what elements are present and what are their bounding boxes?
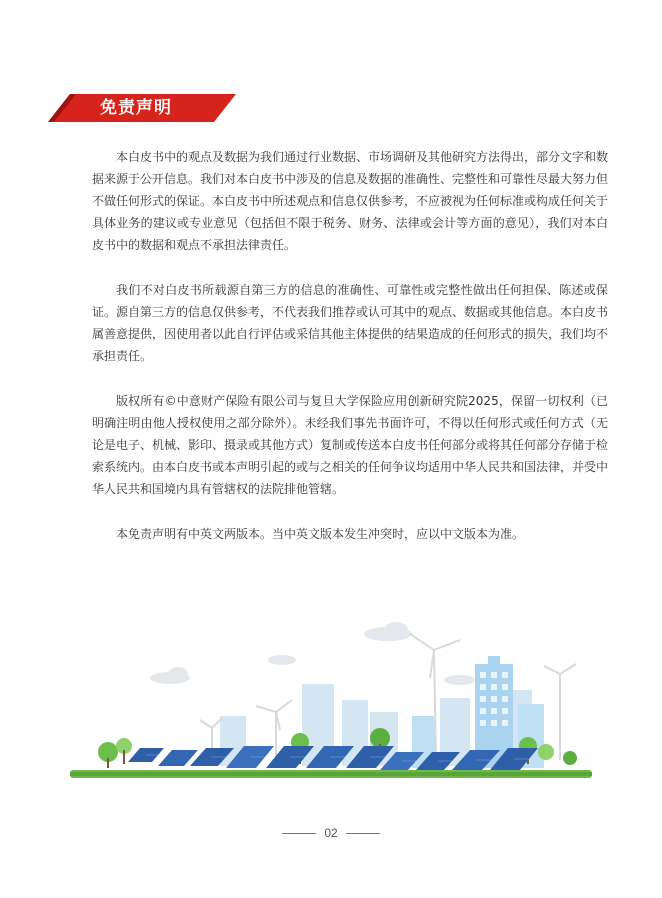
disclaimer-paragraph: 版权所有©中意财产保险有限公司与复旦大学保险应用创新研究院2025，保留一切权利（已明确注明由他人授权使用之部分除外）。未经我们事先书面许可，不得以任何形式或任何方式（无论是电子、机械、影印、摄录或其他方式）复制或传送本白皮书任何部分或将其任何部分存储于检索系统内。由本白皮书或本声明引起的或与之相关的任何争议均适用中华人民共和国法律，并受中华人民共和国境内具有管辖权的法院排他管辖。: [92, 394, 609, 496]
footer-divider-right: [346, 833, 380, 834]
cloud-icon: [150, 622, 476, 685]
disclaimer-paragraph: 我们不对白皮书所载源自第三方的信息的准确性、可靠性或完整性做出任何担保、陈述或保证。源自第三方的信息仅供参考，不代表我们推荐或认可其中的观点、数据或其他信息。本白皮书属善意提供，因使用者以此自行评估或采信其他主体提供的结果造成的任何形式的损失，我们均不承担责任。: [92, 283, 609, 363]
page-number: 02: [324, 826, 338, 840]
disclaimer-paragraph: 本白皮书中的观点及数据为我们通过行业数据、市场调研及其他研究方法得出，部分文字和数据来源于公开信息。我们对本白皮书中涉及的信息及数据的准确性、完整性和可靠性尽最大努力但不做任何形式的保证。本白皮书中所述观点和信息仅供参考，不应被视为任何标准或构成任何关于具体业务的建议或专业意见（包括但不限于税务、财务、法律或会计等方面的意见），我们对本白皮书中的数据和观点不承担法律责任。: [92, 150, 609, 252]
disclaimer-paragraph: 本免责声明有中英文两版本。当中英文版本发生冲突时，应以中文版本为准。: [116, 527, 525, 541]
section-banner: [48, 94, 236, 122]
green-energy-illustration: [70, 620, 592, 790]
section-title: 免责声明: [100, 98, 172, 118]
footer-divider-left: [282, 833, 316, 834]
page-footer: [0, 824, 662, 842]
disclaimer-body: [92, 146, 608, 568]
